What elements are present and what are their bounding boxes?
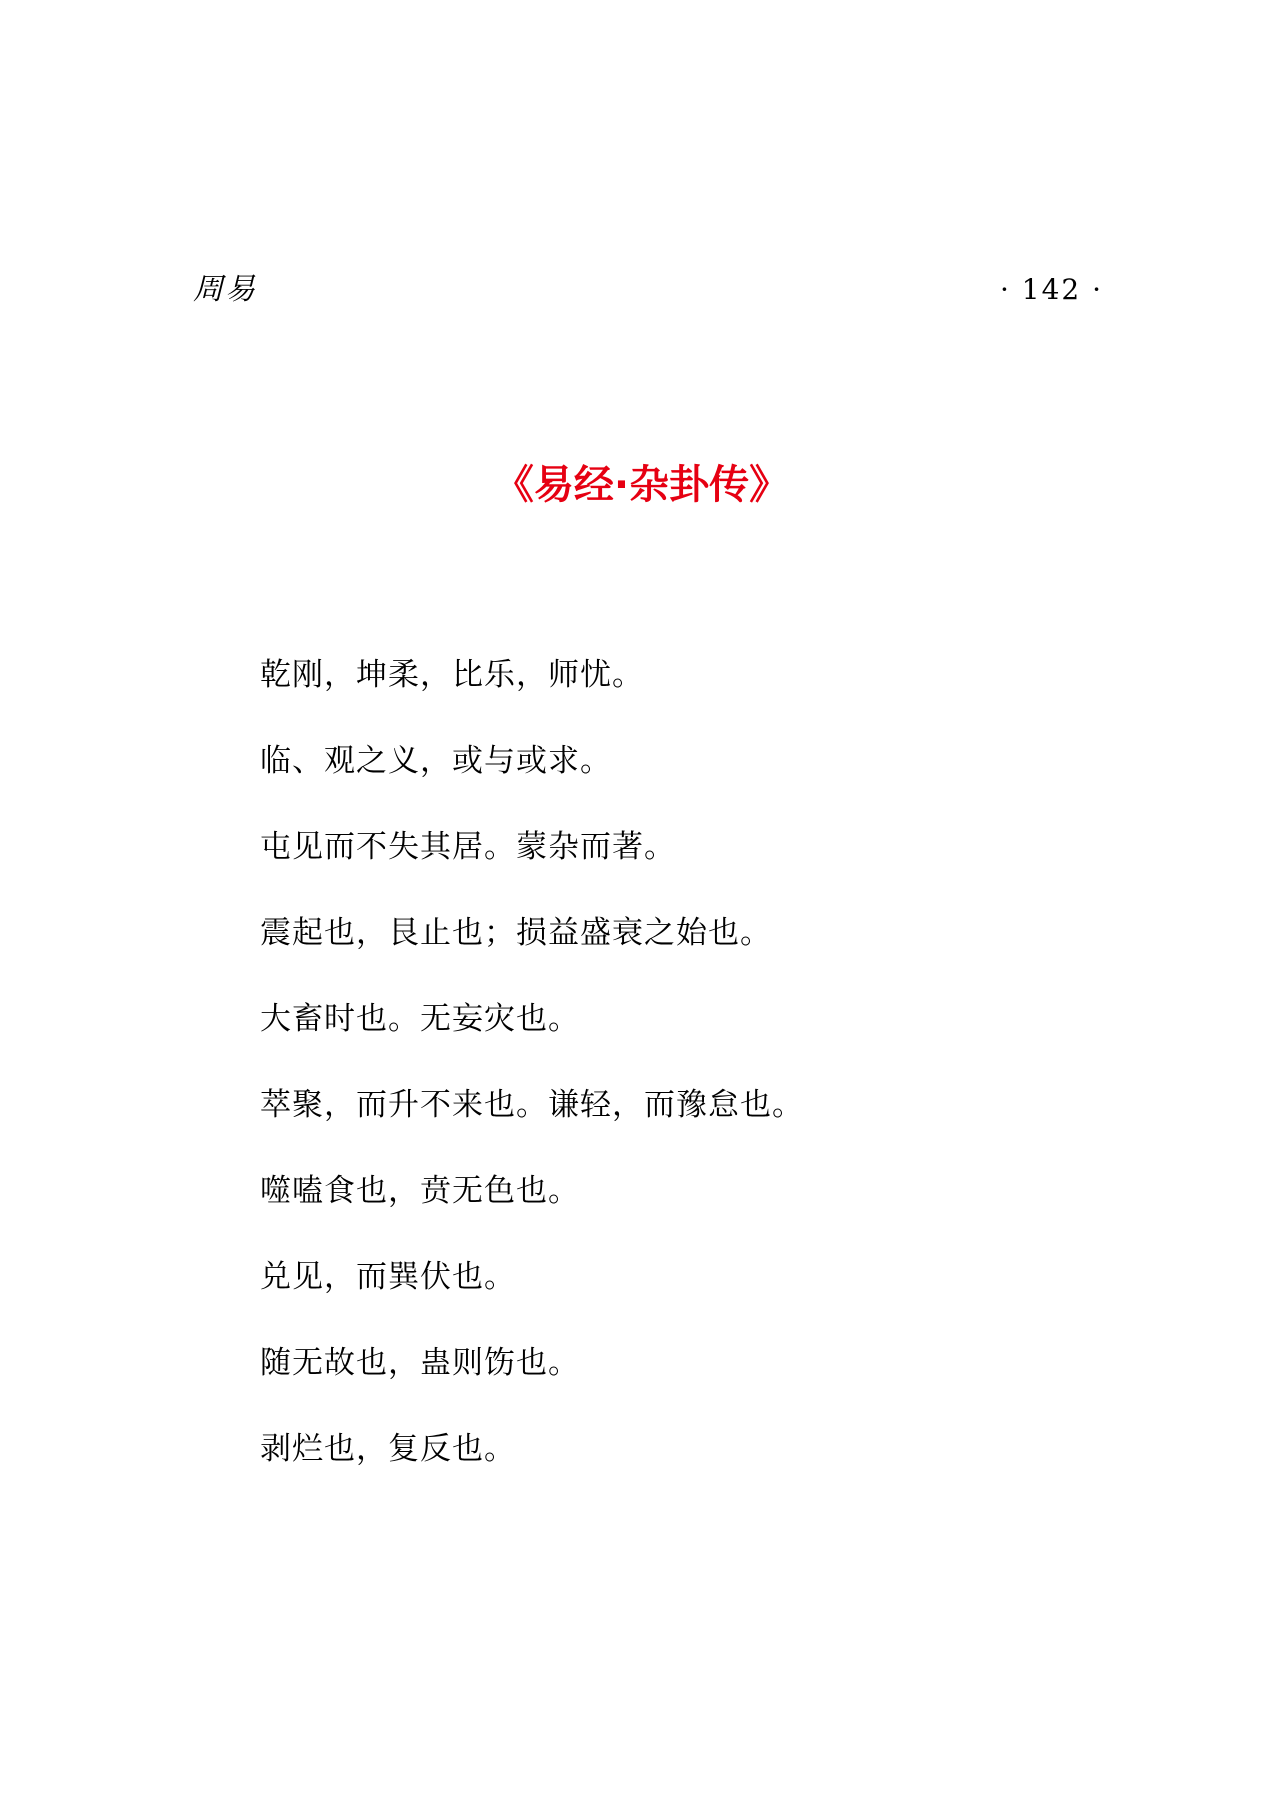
running-header-book-title: 周易 [193, 272, 257, 307]
text-line: 剥烂也，复反也。 [260, 1431, 516, 1467]
text-line: 屯见而不失其居。蒙杂而著。 [260, 829, 676, 865]
page-number: · 142 · [1000, 273, 1104, 306]
text-line: 噬嗑食也，贲无色也。 [260, 1173, 580, 1209]
text-line: 兑见，而巽伏也。 [260, 1259, 516, 1295]
text-body [260, 650, 804, 1510]
text-line: 萃聚，而升不来也。谦轻，而豫怠也。 [260, 1087, 804, 1123]
text-line: 大畜时也。无妄灾也。 [260, 1001, 580, 1037]
text-line: 乾刚，坤柔，比乐，师忧。 [260, 657, 644, 693]
text-line: 临、观之义，或与或求。 [260, 743, 612, 779]
text-line: 震起也，艮止也；损益盛衰之始也。 [260, 915, 772, 951]
section-title: 《易经·杂卦传》 [493, 462, 790, 508]
text-line: 随无故也，蛊则饬也。 [260, 1345, 580, 1381]
